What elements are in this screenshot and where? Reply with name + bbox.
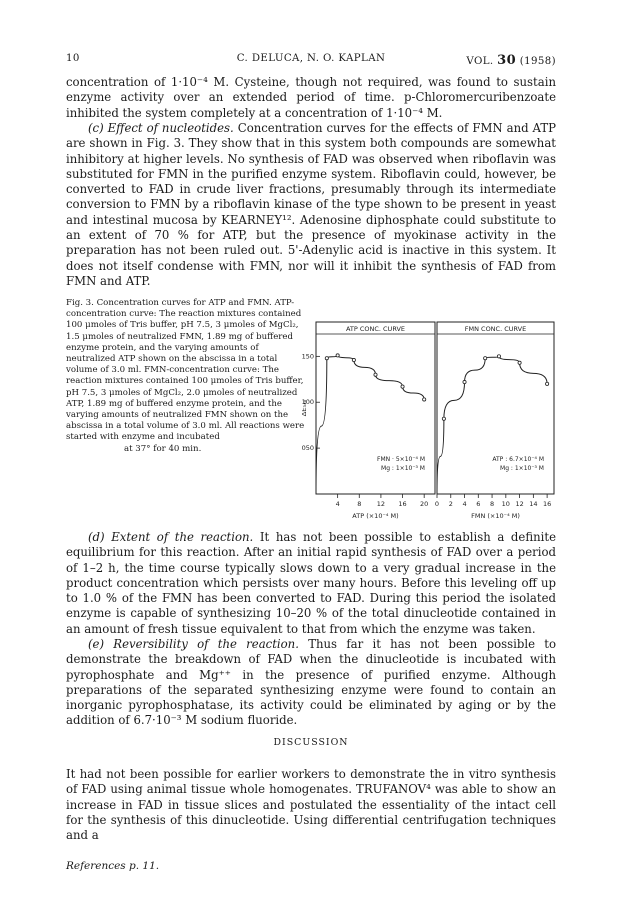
x-axis-label-1: FMN (×10⁻⁴ M) — [471, 512, 520, 520]
paragraph-discussion: It had not been possible for earlier workers to demonstrate the in vitro synthesis of FAD using animal tissue whole homogenates. TRUFANOV⁴ was able to show an increase in FAD in tissue slices and postulated the essentiality of the intact cell for the synthesis of this dinucleotide. Using differential centrifugation techniques and a — [66, 767, 556, 843]
chart-title-1: FMN CONC. CURVE — [464, 325, 527, 333]
references-note: References p. 11. — [66, 860, 160, 872]
volume-info — [466, 53, 556, 68]
condition-label-0-1: Mg : 1×10⁻³ M — [381, 465, 425, 472]
year: (1958) — [519, 56, 556, 67]
y-tick-label-0-0: 050 — [302, 444, 314, 453]
caption-tail: at 37° for 40 min. — [124, 443, 202, 454]
x-tick-label-0-1: 8 — [357, 500, 362, 508]
section-e-text: Thus far it has not been possible to demonstrate the breakdown of FAD when the dinucleotide is incubated with pyrophosphate and Mg⁺⁺ in the presence of purified enzyme. Although preparations of the separated synthesizing enzyme were found to contain an inorganic pyrophosphatase, its activity could be eliminated by aging or by the addition of 6.7·10⁻³ M sodium fluoride. — [66, 637, 556, 728]
data-point-1-2 — [463, 380, 466, 383]
curve-1 — [437, 356, 547, 494]
x-tick-label-1-5: 10 — [501, 500, 510, 508]
figure-caption — [66, 298, 306, 455]
data-point-1-3 — [484, 357, 487, 360]
section-d-label: (d) Extent of the reaction. — [88, 530, 254, 544]
section-d-text: It has not been possible to establish a definite equilibrium for this reaction. After an initial rapid synthesis of FAD over a period of 1–2 h, the time course typically slows down to a very gradual increase in the product concentration which persists over many hours. Before this leveling off up to 1.0 % of the FMN has been converted to FAD. During this period the isolated enzyme is capable of synthesizing 10–20 % of the total dinucleotide contained in an amount of fresh tissue equivalent to that from which the enzyme was taken. — [66, 530, 556, 636]
condition-label-0-0: FMN · 5×10⁻⁴ M — [377, 456, 425, 463]
volume-number: 30 — [497, 53, 517, 68]
page-number: 10 — [66, 53, 80, 64]
x-tick-label-1-6: 12 — [515, 500, 524, 508]
section-c-label: (c) Effect of nucleotides. — [88, 121, 234, 135]
paragraph-cysteine: concentration of 1·10⁻⁴ M. Cysteine, though not required, was found to sustain enzyme activity over an extended period of time. p-Chloromercuribenzoate inhibited the system completely at a concentration of 1·10⁻⁴ M. — [66, 75, 556, 120]
data-point-0-5 — [401, 385, 404, 388]
y-tick-label-0-1: 100 — [302, 398, 314, 407]
x-tick-label-1-7: 14 — [529, 500, 538, 508]
y-tick-label-0-2: 150 — [302, 352, 314, 361]
x-tick-label-0-2: 12 — [376, 500, 386, 508]
condition-label-1-0: ATP : 6.7×10⁻⁴ M — [492, 456, 544, 463]
data-point-1-5 — [518, 361, 521, 364]
caption-text: Fig. 3. Concentration curves for ATP and FMN. ATP-concentration curve: The reaction mixtures contained 100 μmoles of Tris buffer, pH 7.5, 3 μmoles of MgCl₂, 1.5 μmoles of neutralized FMN, 1.89 mg of buffered enzyme protein, and the varying amounts of neutralized ATP shown on the abscissa in a total volume of 3.0 ml. FMN-concentration curve: The reaction mixtures contained 100 μmoles of Tris buffer, pH 7.5, 3 μmoles of MgCl₂, 2.0 μmoles of neutralized ATP, 1.89 mg of buffered enzyme protein, and the varying amounts of neutralized FMN shown on the abscissa in a total volume of 3.0 ml. All reactions were started with enzyme and incubated — [66, 298, 305, 443]
y-axis-label-0: ΔE₃₄₀ — [302, 399, 308, 417]
data-point-0-2 — [336, 354, 339, 357]
data-point-1-4 — [497, 355, 500, 358]
x-tick-label-1-4: 8 — [489, 500, 495, 508]
data-point-1-6 — [546, 382, 549, 385]
x-tick-label-0-3: 16 — [398, 500, 407, 508]
section-e-label: (e) Reversibility of the reaction. — [88, 637, 299, 651]
paragraph-effect-of-nucleotides — [66, 121, 556, 289]
running-authors: C. DELUCA, N. O. KAPLAN — [236, 53, 386, 64]
chart-title-0: ATP CONC. CURVE — [345, 325, 406, 333]
x-tick-label-1-8: 16 — [542, 500, 552, 508]
section-c-text: Concentration curves for the effects of FMN and ATP are shown in Fig. 3. They show that in this system both compounds are somewhat inhibitory at higher levels. No synthesis of FAD was observed when riboflavin was substituted for FMN in the purified enzyme system. Riboflavin could, however, be converted to FAD in crude liver fractions, presumably through its intermediate conversion to FMN by a riboflavin kinase of the type shown to be present in yeast and intestinal mucosa by KEARNEY¹². Adenosine diphosphate could substitute to an extent of 70 % for ATP, but the presence of myokinase activity in the preparation has not been ruled out. 5'-Adenylic acid is inactive in this system. It does not itself condense with FMN, nor will it inhibit the synthesis of FAD from FMN and ATP. — [66, 121, 557, 288]
x-tick-label-1-0: 0 — [434, 500, 440, 508]
curve-0 — [316, 355, 424, 494]
condition-label-1-1: Mg : 1×10⁻³ M — [500, 465, 544, 472]
figure-3 — [302, 318, 558, 528]
x-tick-label-1-1: 2 — [448, 500, 453, 508]
data-point-0-3 — [352, 358, 355, 361]
x-tick-label-1-3: 6 — [476, 500, 481, 508]
x-tick-label-1-2: 4 — [462, 500, 467, 508]
data-point-0-4 — [374, 373, 377, 376]
volume-prefix: VOL. — [466, 56, 494, 67]
paragraph-extent-of-reaction — [66, 530, 556, 637]
x-axis-label-0: ATP (×10⁻⁴ M) — [352, 512, 399, 520]
paragraph-reversibility — [66, 637, 556, 729]
x-tick-label-0-0: 4 — [335, 500, 340, 508]
discussion-heading: DISCUSSION — [273, 737, 349, 748]
data-point-0-6 — [423, 398, 426, 401]
x-tick-label-0-4: 20 — [420, 500, 429, 508]
data-point-1-1 — [442, 417, 445, 420]
data-point-0-1 — [325, 357, 328, 360]
concentration-curves-chart — [302, 318, 558, 528]
